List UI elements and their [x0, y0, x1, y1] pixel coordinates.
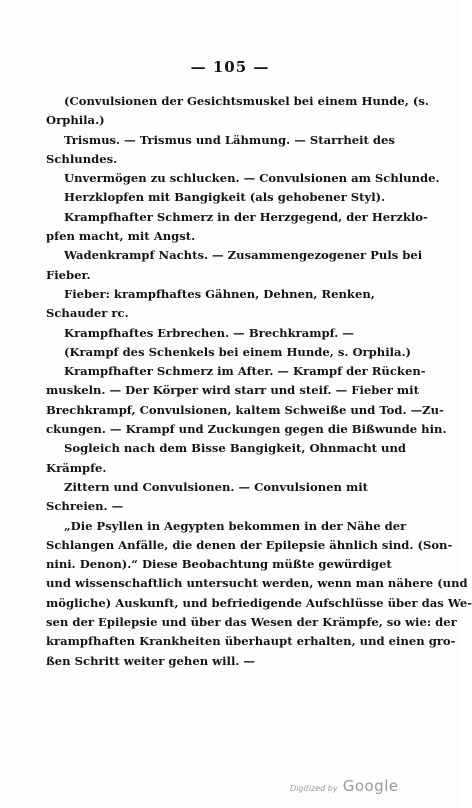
- text-line: „Die Psyllen in Aegypten bekommen in der Nähe der: [64, 518, 407, 533]
- page-number: — 105 —: [190, 58, 270, 76]
- text-line: Brechkrampf, Convulsionen, kaltem Schweiße und Tod. —Zu-: [46, 402, 444, 417]
- text-line: muskeln. — Der Körper wird starr und steif. — Fieber mit: [46, 383, 419, 398]
- google-brand: Google: [342, 777, 399, 795]
- text-line: Orphila.): [46, 113, 105, 128]
- body-text: [46, 92, 472, 671]
- text-line: sen der Epilepsie und über das Wesen der Krämpfe, so wie: der: [46, 615, 457, 630]
- text-line: Sogleich nach dem Bisse Bangigkeit, Ohnmacht und: [64, 441, 407, 456]
- text-line: ckungen. — Krampf und Zuckungen gegen die Bißwunde hin.: [46, 422, 447, 437]
- text-line: Krampfhafter Schmerz im After. — Krampf der Rücken-: [64, 364, 426, 379]
- text-line: Unvermögen zu schlucken. — Convulsionen am Schlunde.: [64, 171, 440, 186]
- text-line: Trismus. — Trismus und Lähmung. — Starrheit des: [64, 132, 395, 147]
- text-line: Wadenkrampf Nachts. — Zusammengezogener Puls bei: [64, 248, 423, 263]
- text-line: mögliche) Auskunft, und befriedigende Aufschlüsse über das We-: [46, 595, 472, 610]
- text-line: ßen Schritt weiter gehen will. —: [46, 653, 256, 668]
- digitized-label: Digitized by: [290, 784, 338, 793]
- digitized-by-google-watermark: [290, 776, 399, 795]
- text-line: und wissenschaftlich untersucht werden, wenn man nähere (und: [46, 576, 468, 591]
- text-line: (Convulsionen der Gesichtsmuskel bei einem Hunde, (s.: [64, 94, 429, 108]
- text-line: Schreien. —: [46, 499, 124, 514]
- text-line: (Krampf des Schenkels bei einem Hunde, s. Orphila.): [64, 344, 412, 359]
- text-line: Zittern und Convulsionen. — Convulsionen mit: [64, 479, 369, 494]
- text-line: Fieber: krampfhaftes Gähnen, Dehnen, Renken,: [64, 286, 375, 301]
- text-line: Schlangen Anfälle, die denen der Epilepsie ähnlich sind. (Son-: [46, 537, 453, 552]
- text-line: Krampfhafter Schmerz in der Herzgegend, der Herzklo-: [64, 209, 428, 224]
- text-line: Krämpfe.: [46, 460, 107, 475]
- text-line: Fieber.: [46, 267, 91, 282]
- text-line: pfen macht, mit Angst.: [46, 229, 196, 244]
- text-line: Schauder rc.: [46, 306, 129, 321]
- text-line: Schlundes.: [46, 151, 118, 166]
- text-line: nini. Denon).“ Diese Beobachtung müßte gewürdiget: [46, 557, 392, 572]
- text-line: Krampfhaftes Erbrechen. — Brechkrampf. —: [64, 325, 354, 340]
- text-line: krampfhaften Krankheiten überhaupt erhalten, und einen gro-: [46, 634, 456, 649]
- text-line: Herzklopfen mit Bangigkeit (als gehobener Styl).: [64, 190, 386, 205]
